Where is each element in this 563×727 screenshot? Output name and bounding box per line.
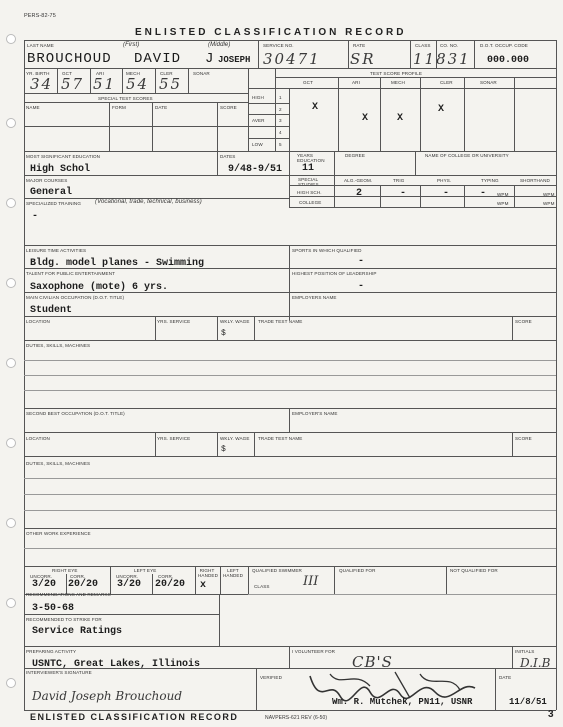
divider xyxy=(512,316,513,340)
divider xyxy=(420,185,421,207)
divider xyxy=(248,114,289,115)
typing-label: TYPING xyxy=(481,178,499,183)
dates-value: 9/48-9/51 xyxy=(228,164,283,175)
verified-name: Wm. R. Mutchek, PN11, USNR xyxy=(332,697,473,707)
interviewer-signature: David Joseph Brouchoud xyxy=(32,689,182,703)
class-value: 11831 xyxy=(413,50,471,68)
divider xyxy=(464,77,465,151)
divider xyxy=(254,316,255,340)
gct-label: GCT xyxy=(303,80,313,85)
high-sch-label: HIGH SCH. xyxy=(297,190,322,195)
initials-value: D.I.B xyxy=(520,656,551,670)
divider xyxy=(24,245,556,246)
divider xyxy=(289,196,556,197)
ari-label-top: ARI xyxy=(96,71,104,76)
divider xyxy=(334,566,335,594)
left-corr-value: 20/20 xyxy=(155,579,186,590)
class-label: CLASS xyxy=(415,43,431,48)
divider xyxy=(248,138,289,139)
special-date-label: DATE xyxy=(155,105,168,110)
divider xyxy=(155,316,156,340)
sports-label: SPORTS IN WHICH QUALIFIED xyxy=(292,248,362,253)
divider xyxy=(24,646,556,647)
divider xyxy=(289,185,556,186)
other-work-label: OTHER WORK EXPERIENCE xyxy=(26,531,91,536)
divider xyxy=(24,710,556,711)
divider xyxy=(110,566,111,594)
divider xyxy=(289,646,290,668)
yr-birth-label: YR. BIRTH xyxy=(26,71,50,76)
special-name-label: NAME xyxy=(26,105,40,110)
yrs-service-2-label: YRS. SERVICE xyxy=(157,436,191,441)
frame-top xyxy=(24,40,556,41)
gct-label-top: GCT xyxy=(62,71,72,76)
ruled-line xyxy=(24,360,556,361)
right-corr-label: CORR. xyxy=(70,574,86,579)
high-label: HIGH xyxy=(252,95,264,100)
ruled-line xyxy=(24,375,556,376)
row-number: 2 xyxy=(279,107,282,112)
years-education-value: 11 xyxy=(302,163,315,174)
punch-hole xyxy=(6,198,16,208)
right-eye-label: RIGHT EYE xyxy=(52,568,78,573)
date-value: 11/8/51 xyxy=(509,697,547,707)
row-number: 5 xyxy=(279,142,282,147)
divider xyxy=(464,185,465,207)
divider xyxy=(24,614,219,615)
rate-value: SR xyxy=(350,50,376,68)
preparing-activity-value: USNTC, Great Lakes, Illinois xyxy=(32,659,201,670)
location-label: LOCATION xyxy=(26,319,50,324)
punch-hole xyxy=(6,34,16,44)
rate-label: RATE xyxy=(353,43,366,48)
gct-profile-mark: X xyxy=(312,102,319,113)
divider xyxy=(348,40,349,68)
special-studies-label: SPECIAL STUDIES xyxy=(298,177,319,187)
row-number: 3 xyxy=(279,118,282,123)
divider xyxy=(195,566,196,594)
divider xyxy=(24,93,248,94)
divider xyxy=(24,175,556,176)
middle-name-value: JOSEPH xyxy=(218,55,251,65)
shorthand-wpm-label: WPM xyxy=(543,192,555,197)
divider xyxy=(289,245,290,320)
divider xyxy=(24,432,556,433)
right-corr-value: 20/20 xyxy=(68,579,99,590)
divider xyxy=(24,408,556,409)
typing-wpm-label-2: WPM xyxy=(497,201,509,206)
dot-code-label: D.O.T. OCCUP. CODE xyxy=(480,43,528,48)
left-uncorr-label: UNCORR. xyxy=(116,574,139,579)
divider xyxy=(155,68,156,93)
mech-label-top: MECH xyxy=(126,71,140,76)
recommendations-label: RECOMMENDATIONS AND REMARKS xyxy=(26,592,111,597)
divider xyxy=(380,77,381,151)
ruled-line xyxy=(24,510,556,511)
divider xyxy=(188,68,189,93)
low-label: LOW xyxy=(252,142,263,147)
shorthand-wpm-label-2: WPM xyxy=(543,201,555,206)
right-uncorr-value: 3/20 xyxy=(32,579,57,590)
divider xyxy=(24,292,556,293)
divider xyxy=(512,432,513,456)
cler-profile-mark: X xyxy=(438,104,445,115)
ari-value: 51 xyxy=(93,75,117,93)
first-name-value: DAVID xyxy=(134,51,182,67)
divider xyxy=(24,268,556,269)
last-name-label: LAST NAME xyxy=(27,43,54,48)
divider xyxy=(220,566,221,594)
mech-profile-mark: X xyxy=(397,113,404,124)
ari-label: ARI xyxy=(352,80,360,85)
form-number: NAVPERS-621 REV (6-50) xyxy=(265,715,328,721)
location-2-label: LOCATION xyxy=(26,436,50,441)
qualified-for-label: QUALIFIED FOR xyxy=(339,568,376,573)
qualified-swimmer-label: QUALIFIED SWIMMER xyxy=(252,568,302,573)
cler-label: CLER xyxy=(440,80,453,85)
volunteer-value: CB'S xyxy=(352,653,393,671)
punch-hole xyxy=(6,118,16,128)
volunteer-for-label: I VOLUNTEER FOR xyxy=(292,649,336,654)
mech-label: MECH xyxy=(391,80,405,85)
cler-label-top: CLER xyxy=(160,71,173,76)
trade-test-name-label: TRADE TEST NAME xyxy=(258,319,303,324)
specialized-training-label: SPECIALIZED TRAINING xyxy=(26,201,82,206)
divider xyxy=(254,432,255,456)
main-civ-occ-value: Student xyxy=(30,305,73,316)
left-corr-label: CORR. xyxy=(158,574,174,579)
divider xyxy=(334,151,335,207)
divider xyxy=(122,68,123,93)
middle-initial: J xyxy=(205,51,215,67)
co-no-label: CO. NO. xyxy=(440,43,459,48)
second-best-occ-label: SECOND BEST OCCUPATION (D.O.T. TITLE) xyxy=(26,411,125,416)
divider xyxy=(24,456,556,457)
divider xyxy=(217,316,218,340)
divider xyxy=(24,340,556,341)
mech-value: 54 xyxy=(126,75,150,93)
wkly-wage-2-label: WKLY. WAGE xyxy=(220,436,250,441)
ruled-line xyxy=(248,594,556,595)
divider xyxy=(217,151,218,175)
aver-label: AVER xyxy=(252,118,265,123)
duties-2-label: DUTIES, SKILLS, MACHINES xyxy=(26,461,91,466)
swimmer-class-value: III xyxy=(303,574,319,589)
divider xyxy=(155,432,156,456)
leisure-value: Bldg. model planes - Swimming xyxy=(30,258,205,269)
sports-value: - xyxy=(358,256,365,267)
divider xyxy=(446,566,447,594)
specialized-training-hint: (Vocational, trade, technical, business) xyxy=(95,199,202,205)
swimmer-class-label: CLASS xyxy=(254,584,270,589)
years-education-label: YEARS EDUCATION xyxy=(297,153,325,163)
verified-label: VERIFIED xyxy=(260,675,282,680)
footer-title: ENLISTED CLASSIFICATION RECORD xyxy=(30,712,239,722)
left-handed-label: LEFT HANDED xyxy=(223,568,243,578)
divider xyxy=(24,151,556,152)
college-name-label: NAME OF COLLEGE OR UNIVERSITY xyxy=(425,153,509,158)
divider xyxy=(152,574,153,594)
leadership-label: HIGHEST POSITION OF LEADERSHIP xyxy=(292,271,377,276)
page-number: 3 xyxy=(548,709,554,720)
yrs-service-label: YRS. SERVICE xyxy=(157,319,191,324)
sonar-label-top: SONAR xyxy=(193,71,210,76)
special-test-scores-label: SPECIAL TEST SCORES xyxy=(98,96,153,101)
recommended-strike-value: Service Ratings xyxy=(32,626,123,637)
dot-code-value: 000.000 xyxy=(487,55,530,66)
trig-label: TRIG xyxy=(393,178,405,183)
left-eye-label: LEFT EYE xyxy=(134,568,157,573)
initials-label: INITIALS xyxy=(515,649,535,654)
leadership-value: - xyxy=(358,281,365,292)
divider xyxy=(289,151,290,207)
divider xyxy=(514,77,515,151)
divider xyxy=(258,40,259,68)
typing-value: - xyxy=(480,188,487,199)
divider xyxy=(66,574,67,594)
wage-symbol: $ xyxy=(221,329,226,338)
punch-hole xyxy=(6,278,16,288)
leisure-label: LEISURE TIME ACTIVITIES xyxy=(26,248,87,253)
punch-hole xyxy=(6,678,16,688)
education-value: High Schol xyxy=(30,164,91,175)
divider xyxy=(24,68,556,69)
special-form-label: FORM xyxy=(112,105,126,110)
divider xyxy=(24,102,248,103)
first-label: (First) xyxy=(123,42,140,48)
score-label: SCORE xyxy=(515,319,532,324)
ruled-line xyxy=(24,478,556,479)
date-label: DATE xyxy=(499,675,512,680)
row-number: 4 xyxy=(279,130,282,135)
divider xyxy=(338,77,339,151)
wkly-wage-label: WKLY. WAGE xyxy=(220,319,250,324)
middle-label: (Middle) xyxy=(208,42,231,48)
divider xyxy=(24,316,556,317)
right-uncorr-label: UNCORR. xyxy=(30,574,53,579)
punch-hole xyxy=(6,358,16,368)
preparing-activity-label: PREPARING ACTIVITY xyxy=(26,649,77,654)
form-code: PERS-82-75 xyxy=(24,13,56,19)
employers-name-2-label: EMPLOYER'S NAME xyxy=(292,411,338,416)
talent-value: Saxophone (mote) 6 yrs. xyxy=(30,282,169,293)
divider xyxy=(256,668,257,710)
interviewer-signature-label: INTERVIEWER'S SIGNATURE xyxy=(26,670,92,675)
left-uncorr-value: 3/20 xyxy=(117,579,142,590)
ruled-line xyxy=(24,548,556,549)
sonar-label: SONAR xyxy=(480,80,497,85)
college-label: COLLEGE xyxy=(299,200,322,205)
yr-birth-value: 34 xyxy=(30,75,54,93)
punch-hole xyxy=(6,518,16,528)
divider xyxy=(289,88,290,151)
divider xyxy=(474,40,475,68)
not-qualified-for-label: NOT QUALIFIED FOR xyxy=(450,568,498,573)
typing-wpm-label: WPM xyxy=(497,192,509,197)
right-handed-mark: x xyxy=(200,580,207,591)
score-2-label: SCORE xyxy=(515,436,532,441)
trade-test-name-2-label: TRADE TEST NAME xyxy=(258,436,303,441)
divider xyxy=(248,126,289,127)
phys-value: - xyxy=(443,188,450,199)
divider xyxy=(415,151,416,175)
specialized-training-value: - xyxy=(32,211,39,222)
talent-label: TALENT FOR PUBLIC ENTERTAINMENT xyxy=(26,271,116,276)
recommendations-value: 3-50-68 xyxy=(32,603,75,614)
special-score-label: SCORE xyxy=(220,105,237,110)
most-sig-ed-label: MOST SIGNIFICANT EDUCATION xyxy=(26,154,101,159)
divider xyxy=(410,40,411,68)
duties-label: DUTIES, SKILLS, MACHINES xyxy=(26,343,91,348)
divider xyxy=(380,185,381,207)
punch-hole xyxy=(6,438,16,448)
divider xyxy=(436,40,437,68)
divider xyxy=(289,408,290,432)
shorthand-label: SHORTHAND xyxy=(520,178,550,183)
ruled-line xyxy=(24,494,556,495)
test-score-profile-label: TEST SCORE PROFILE xyxy=(370,71,423,76)
divider xyxy=(248,103,289,104)
service-no-label: SERVICE NO. xyxy=(263,43,294,48)
header-title: ENLISTED CLASSIFICATION RECORD xyxy=(135,27,407,38)
divider xyxy=(57,68,58,93)
row-number: 1 xyxy=(279,95,282,100)
degree-label: DEGREE xyxy=(345,153,366,158)
recommended-strike-label: RECOMMENDED TO STRIKE FOR xyxy=(26,617,102,622)
major-courses-label: MAJOR COURSES xyxy=(26,178,68,183)
divider xyxy=(219,594,220,646)
divider xyxy=(24,528,556,529)
ruled-line xyxy=(24,390,556,391)
gct-value: 57 xyxy=(61,75,85,93)
divider xyxy=(24,566,556,567)
alg-geom-label: ALG.-GEOM. xyxy=(344,178,373,183)
divider xyxy=(289,207,556,208)
employers-name-label: EMPLOYERS NAME xyxy=(292,295,337,300)
last-name-value: BROUCHOUD xyxy=(27,51,112,67)
cler-value: 55 xyxy=(159,75,183,93)
divider xyxy=(495,668,496,710)
alg-geom-value: 2 xyxy=(356,188,363,199)
phys-label: PHYS. xyxy=(437,178,452,183)
right-handed-label: RIGHT HANDED xyxy=(198,568,218,578)
frame-right xyxy=(556,40,557,710)
divider xyxy=(248,566,249,594)
punch-hole xyxy=(6,598,16,608)
wage-symbol-2: $ xyxy=(221,445,226,454)
divider xyxy=(24,126,248,127)
divider xyxy=(420,77,421,151)
divider xyxy=(217,432,218,456)
trig-value: - xyxy=(400,188,407,199)
dates-label: DATES xyxy=(220,154,236,159)
divider xyxy=(514,185,515,207)
service-no-value: 30471 xyxy=(263,50,321,68)
main-civ-occ-label: MAIN CIVILIAN OCCUPATION (D.O.T. TITLE) xyxy=(26,295,125,300)
divider xyxy=(512,646,513,668)
divider xyxy=(90,68,91,93)
major-courses-value: General xyxy=(30,187,73,198)
ari-profile-mark: X xyxy=(362,113,369,124)
divider xyxy=(248,88,556,89)
